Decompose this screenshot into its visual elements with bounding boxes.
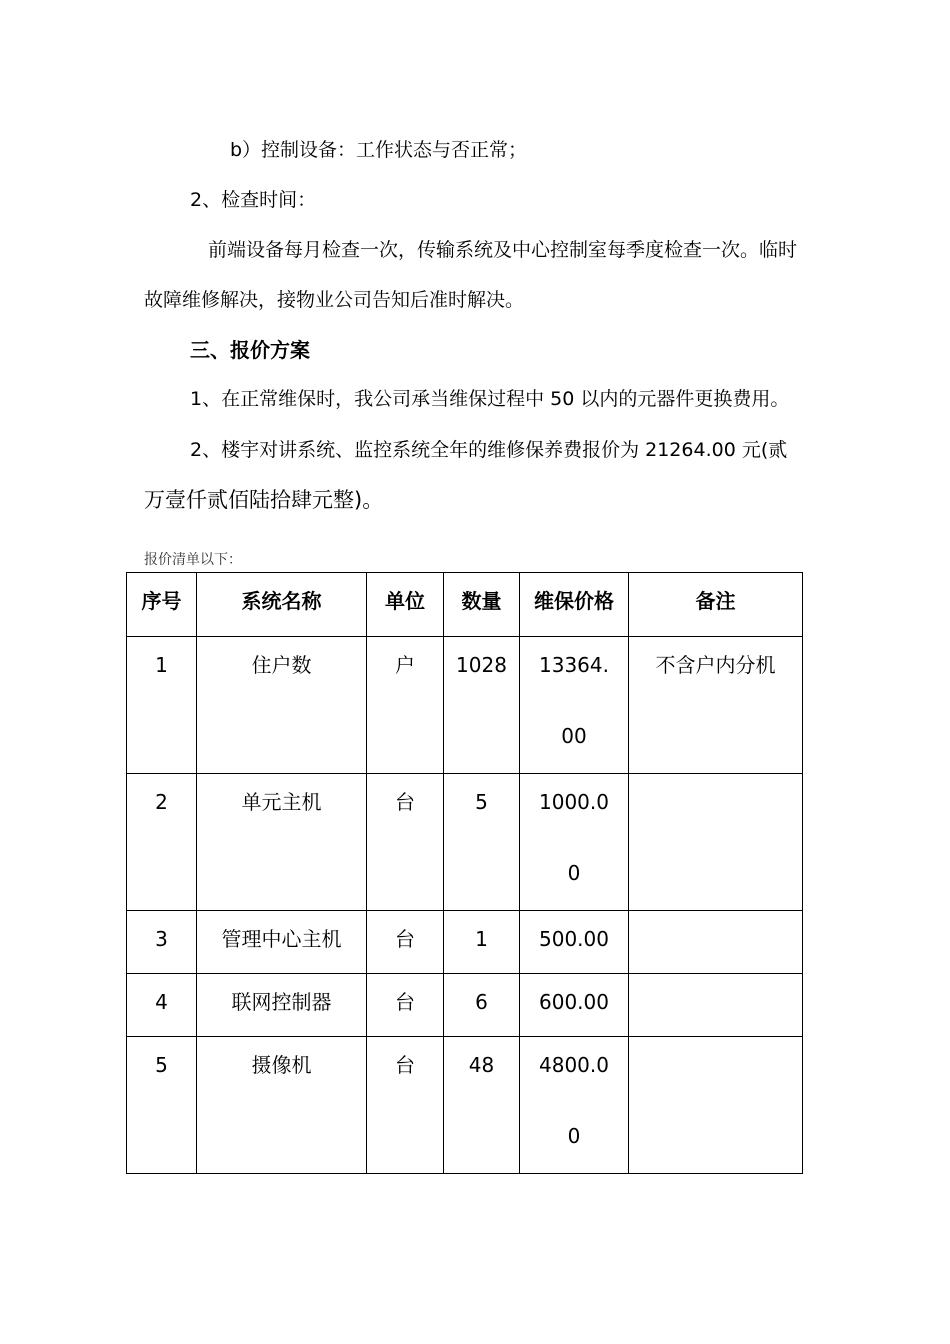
cell-price (520, 637, 629, 774)
paragraph-inspection-detail-1: 前端设备每月检查一次，传输系统及中心控制室每季度检查一次。临时 (208, 239, 798, 261)
header-quantity: 数量 (444, 573, 520, 637)
cell-price-line-2: 0 (567, 861, 581, 885)
cell-price-line-2: 0 (567, 1124, 581, 1148)
header-unit: 单位 (367, 573, 444, 637)
table-row (127, 774, 803, 911)
cell-note (629, 1037, 803, 1174)
cell-price-line-1: 4800.0 (539, 1053, 609, 1077)
table-row (127, 911, 803, 974)
paragraph-component-cost: 1、在正常维保时，我公司承当维保过程中 50 以内的元器件更换费用。 (190, 388, 790, 410)
header-system-name: 系统名称 (197, 573, 367, 637)
cell-no: 5 (127, 1037, 197, 1174)
cell-name: 联网控制器 (197, 974, 367, 1037)
header-price: 维保价格 (520, 573, 629, 637)
cell-note (629, 911, 803, 974)
cell-qty: 1028 (444, 637, 520, 774)
cell-price (520, 774, 629, 911)
cell-no: 2 (127, 774, 197, 911)
cell-name: 管理中心主机 (197, 911, 367, 974)
cell-unit: 台 (367, 974, 444, 1037)
cell-unit: 户 (367, 637, 444, 774)
cell-qty: 48 (444, 1037, 520, 1174)
cell-unit: 台 (367, 911, 444, 974)
cell-note: 不含户内分机 (629, 637, 803, 774)
paragraph-inspection-detail-2: 故障维修解决，接物业公司告知后准时解决。 (144, 289, 525, 311)
table-row (127, 1037, 803, 1174)
cell-unit: 台 (367, 774, 444, 911)
cell-price-line-1: 13364. (539, 653, 609, 677)
paragraph-inspection-time: 2、检查时间： (190, 189, 317, 211)
cell-price-line-1: 1000.0 (539, 790, 609, 814)
cell-price: 500.00 (520, 911, 629, 974)
cell-no: 1 (127, 637, 197, 774)
paragraph-annual-fee-2: 万壹仟贰佰陆拾肆元整)。 (144, 488, 384, 512)
cell-no: 3 (127, 911, 197, 974)
cell-note (629, 974, 803, 1037)
quote-table (126, 572, 803, 1174)
paragraph-control-equipment: b）控制设备：工作状态与否正常； (230, 139, 528, 161)
cell-price-line-2: 00 (561, 724, 587, 748)
header-note: 备注 (629, 573, 803, 637)
cell-price: 600.00 (520, 974, 629, 1037)
header-no: 序号 (127, 573, 197, 637)
cell-name: 摄像机 (197, 1037, 367, 1174)
cell-qty: 5 (444, 774, 520, 911)
cell-name: 住户数 (197, 637, 367, 774)
table-header-row (127, 573, 803, 637)
section-heading-quote: 三、报价方案 (190, 338, 310, 362)
cell-note (629, 774, 803, 911)
cell-qty: 6 (444, 974, 520, 1037)
cell-no: 4 (127, 974, 197, 1037)
paragraph-annual-fee-1: 2、楼宇对讲系统、监控系统全年的维修保养费报价为 21264.00 元(贰 (190, 439, 788, 461)
table-row (127, 637, 803, 774)
cell-qty: 1 (444, 911, 520, 974)
cell-price (520, 1037, 629, 1174)
table-caption: 报价清单以下： (144, 552, 242, 568)
table-row (127, 974, 803, 1037)
cell-name: 单元主机 (197, 774, 367, 911)
cell-unit: 台 (367, 1037, 444, 1174)
